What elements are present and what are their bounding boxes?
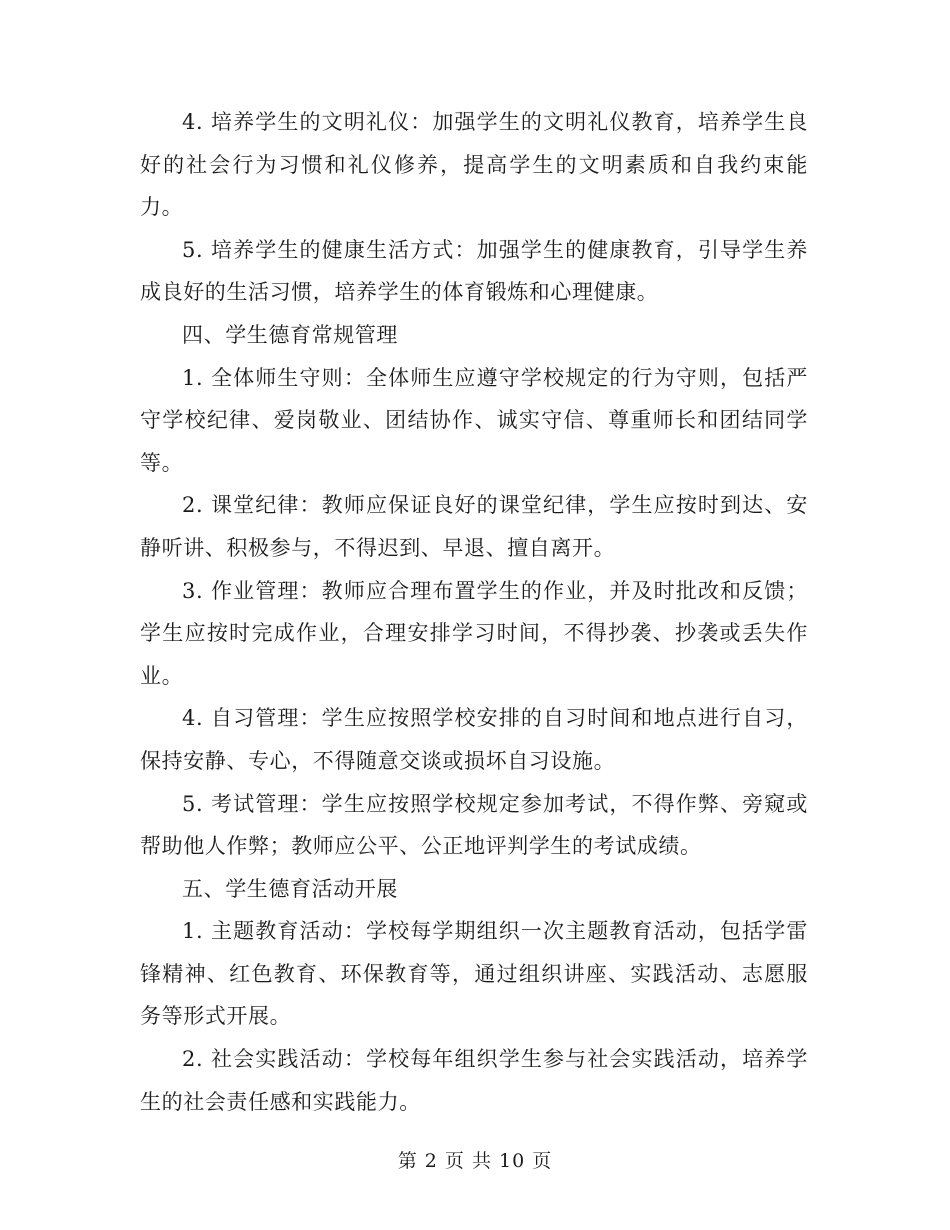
section-heading-routine-management: 四、学生德育常规管理 xyxy=(182,322,398,347)
page-number-footer: 第 2 页 共 10 页 xyxy=(397,1150,553,1172)
paragraph-exam-management: 5. 考试管理：学生应按照学校规定参加考试，不得作弊、旁窥或帮助他人作弊；教师应公平、公正地评判学生的考试成绩。 xyxy=(140,791,808,859)
paragraph-social-practice: 2. 社会实践活动：学校每年组织学生参与社会实践活动，培养学生的社会责任感和实践能力。 xyxy=(140,1047,808,1114)
paragraph-homework-management: 3. 作业管理：教师应合理布置学生的作业，并及时批改和反馈；学生应按时完成作业，合理安排学习时间，不得抄袭、抄袭或丢失作业。 xyxy=(140,578,808,688)
paragraph-self-study-management: 4. 自习管理：学生应按照学校安排的自习时间和地点进行自习，保持安静、专心，不得随意交谈或损坏自习设施。 xyxy=(140,706,808,773)
paragraph-healthy-lifestyle: 5. 培养学生的健康生活方式：加强学生的健康教育，引导学生养成良好的生活习惯，培养学生的体育锻炼和心理健康。 xyxy=(140,237,808,305)
paragraph-theme-education: 1. 主题教育活动：学校每学期组织一次主题教育活动，包括学雷锋精神、红色教育、环保教育等，通过组织讲座、实践活动、志愿服务等形式开展。 xyxy=(140,919,808,1029)
paragraph-code-of-conduct: 1. 全体师生守则：全体师生应遵守学校规定的行为守则，包括严守学校纪律、爱岗敬业、团结协作、诚实守信、尊重师长和团结同学等。 xyxy=(140,365,808,475)
paragraph-classroom-discipline: 2. 课堂纪律：教师应保证良好的课堂纪律，学生应按时到达、安静听讲、积极参与，不得迟到、早退、擅自离开。 xyxy=(140,493,808,560)
section-heading-activities: 五、学生德育活动开展 xyxy=(182,876,398,901)
document-body xyxy=(140,101,808,1123)
paragraph-civility: 4. 培养学生的文明礼仪：加强学生的文明礼仪教育，培养学生良好的社会行为习惯和礼仪修养，提高学生的文明素质和自我约束能力。 xyxy=(140,110,808,220)
